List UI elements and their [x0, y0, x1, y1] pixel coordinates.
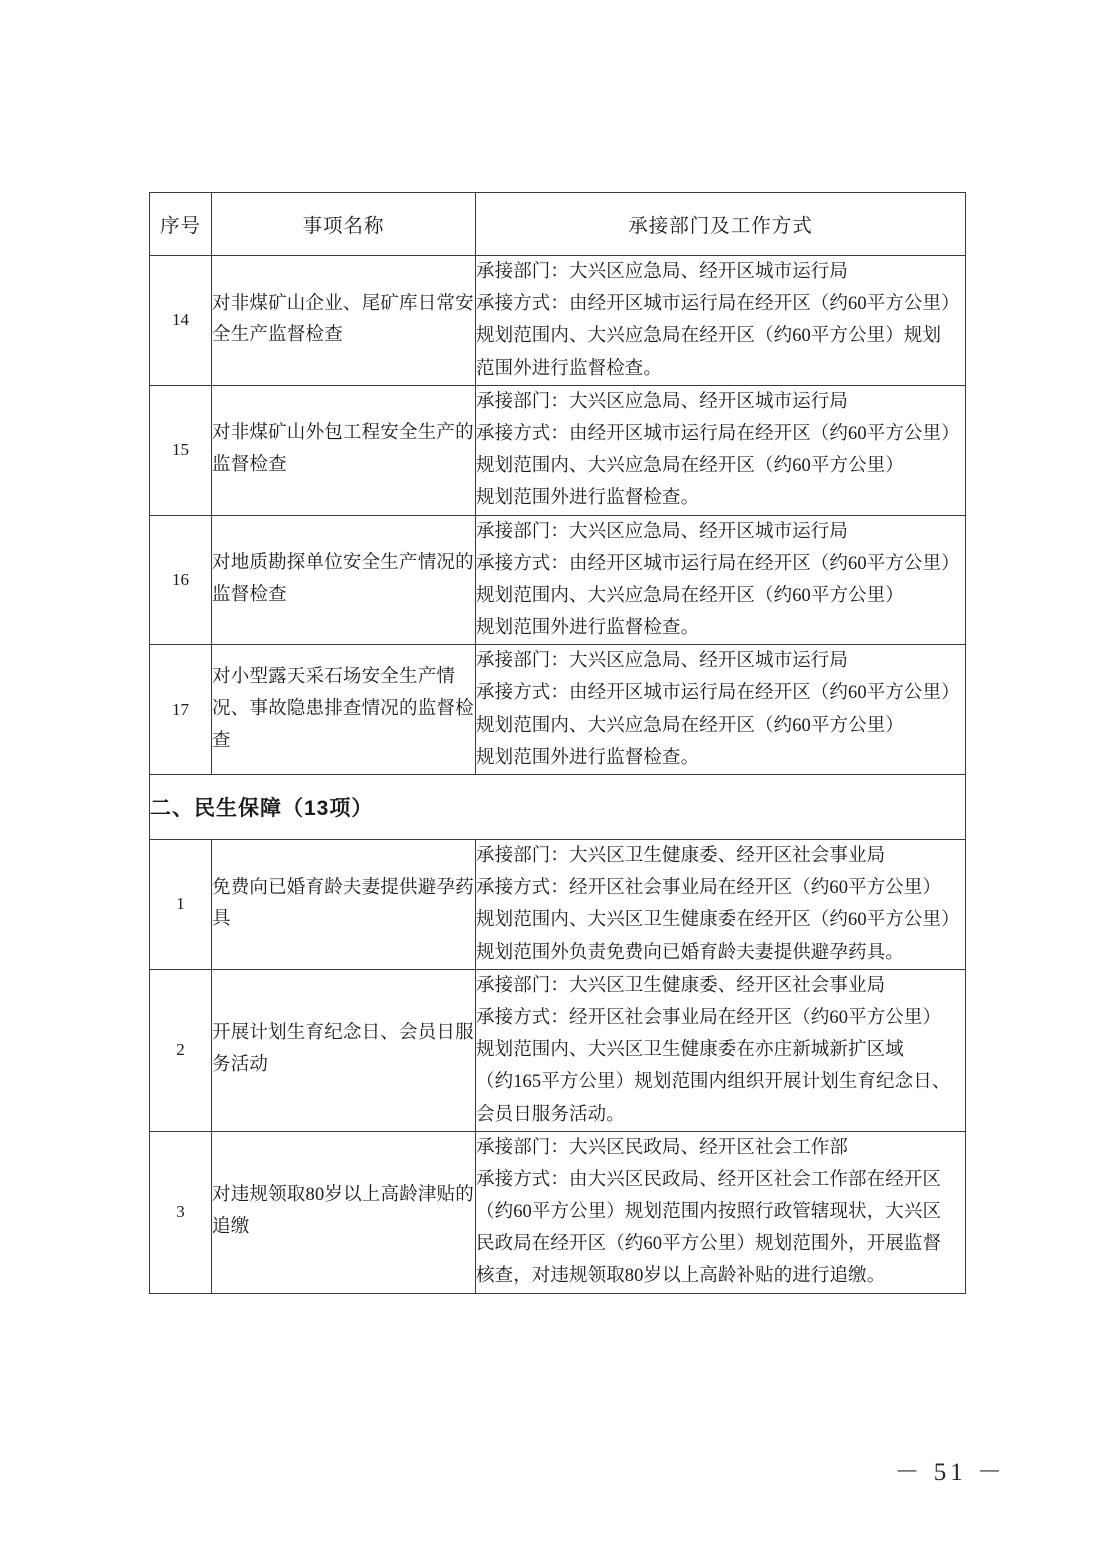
- column-header-seq: 序号: [150, 193, 212, 256]
- row-item-name: 开展计划生育纪念日、会员日服务活动: [212, 969, 476, 1131]
- row-item-name: 对地质勘探单位安全生产情况的监督检查: [212, 515, 476, 645]
- desc-line: 承接方式：由经开区城市运行局在经开区（约60平方公里）: [476, 294, 960, 315]
- desc-line: 规划范围内、大兴应急局在经开区（约60平方公里）: [476, 715, 904, 736]
- desc-line: 规划范围内、大兴应急局在经开区（约60平方公里）: [476, 585, 904, 606]
- table-row: [150, 515, 966, 645]
- desc-line: 承接部门：大兴区应急局、经开区城市运行局: [476, 262, 849, 282]
- desc-line: （约60平方公里）规划范围内按照行政管辖现状，大兴区: [476, 1202, 942, 1223]
- row-item-name: 对违规领取80岁以上高龄津贴的追缴: [212, 1131, 476, 1293]
- table-row: [150, 256, 966, 386]
- column-header-name: 事项名称: [212, 193, 476, 256]
- desc-line: 规划范围内、大兴应急局在经开区（约60平方公里）: [476, 456, 904, 477]
- section-title: 二、民生保障（13项）: [150, 775, 966, 840]
- table-row: [150, 969, 966, 1131]
- row-item-name: 对非煤矿山外包工程安全生产的监督检查: [212, 385, 476, 515]
- row-seq: 2: [150, 969, 212, 1131]
- row-description: [476, 385, 966, 515]
- responsibility-table: [149, 192, 966, 1294]
- desc-line: 承接部门：大兴区卫生健康委、经开区社会事业局: [476, 846, 886, 866]
- row-item-name: 免费向已婚育龄夫妻提供避孕药具: [212, 840, 476, 970]
- desc-line: 规划范围内、大兴应急局在经开区（约60平方公里）规划: [476, 326, 942, 347]
- section-header-row: [150, 775, 966, 840]
- row-item-name: 对小型露天采石场安全生产情况、事故隐患排查情况的监督检查: [212, 645, 476, 775]
- desc-line: 承接部门：大兴区民政局、经开区社会工作部: [476, 1137, 849, 1158]
- row-description: [476, 645, 966, 775]
- desc-line: 承接方式：由经开区城市运行局在经开区（约60平方公里）: [476, 683, 960, 704]
- desc-line: 范围外进行监督检查。: [476, 358, 663, 379]
- row-description: [476, 515, 966, 645]
- desc-line: （约165平方公里）规划范围内组织开展计划生育纪念日、: [476, 1072, 951, 1093]
- desc-line: 规划范围外负责免费向已婚育龄夫妻提供避孕药具。: [476, 942, 904, 963]
- row-seq: 14: [150, 256, 212, 386]
- desc-line: 规划范围外进行监督检查。: [476, 618, 700, 639]
- desc-line: 规划范围外进行监督检查。: [476, 747, 700, 768]
- row-description: [476, 840, 966, 970]
- row-seq: 1: [150, 840, 212, 970]
- desc-line: 规划范围内、大兴区卫生健康委在经开区（约60平方公里）: [476, 910, 960, 931]
- row-description: [476, 256, 966, 386]
- desc-line: 民政局在经开区（约60平方公里）规划范围外，开展监督: [476, 1234, 942, 1255]
- page-number: － 51 －: [894, 1459, 1006, 1486]
- desc-line: 承接方式：经开区社会事业局在经开区（约60平方公里）: [476, 1007, 942, 1028]
- desc-line: 承接方式：由经开区城市运行局在经开区（约60平方公里）: [476, 553, 960, 574]
- table-row: [150, 645, 966, 775]
- table-header-row: [150, 193, 966, 256]
- table-row: [150, 1131, 966, 1293]
- desc-line: 核查，对违规领取80岁以上高龄补贴的进行追缴。: [476, 1266, 886, 1287]
- desc-line: 承接部门：大兴区应急局、经开区城市运行局: [476, 651, 849, 672]
- table-row: [150, 385, 966, 515]
- desc-line: 承接方式：由大兴区民政局、经开区社会工作部在经开区: [476, 1169, 942, 1190]
- desc-line: 承接方式：由经开区城市运行局在经开区（约60平方公里）: [476, 423, 960, 444]
- row-description: [476, 969, 966, 1131]
- desc-line: 规划范围内、大兴区卫生健康委在亦庄新城新扩区域: [476, 1040, 904, 1061]
- row-description: [476, 1131, 966, 1293]
- row-seq: 17: [150, 645, 212, 775]
- row-seq: 16: [150, 515, 212, 645]
- row-seq: 15: [150, 385, 212, 515]
- desc-line: 承接方式：经开区社会事业局在经开区（约60平方公里）: [476, 878, 942, 899]
- row-seq: 3: [150, 1131, 212, 1293]
- desc-line: 规划范围外进行监督检查。: [476, 488, 700, 509]
- desc-line: 承接部门：大兴区应急局、经开区城市运行局: [476, 521, 849, 542]
- table-row: [150, 840, 966, 970]
- row-item-name: 对非煤矿山企业、尾矿库日常安全生产监督检查: [212, 256, 476, 386]
- desc-line: 会员日服务活动。: [476, 1104, 625, 1125]
- desc-line: 承接部门：大兴区卫生健康委、经开区社会事业局: [476, 975, 886, 996]
- column-header-desc: 承接部门及工作方式: [476, 193, 966, 256]
- desc-line: 承接部门：大兴区应急局、经开区城市运行局: [476, 391, 849, 412]
